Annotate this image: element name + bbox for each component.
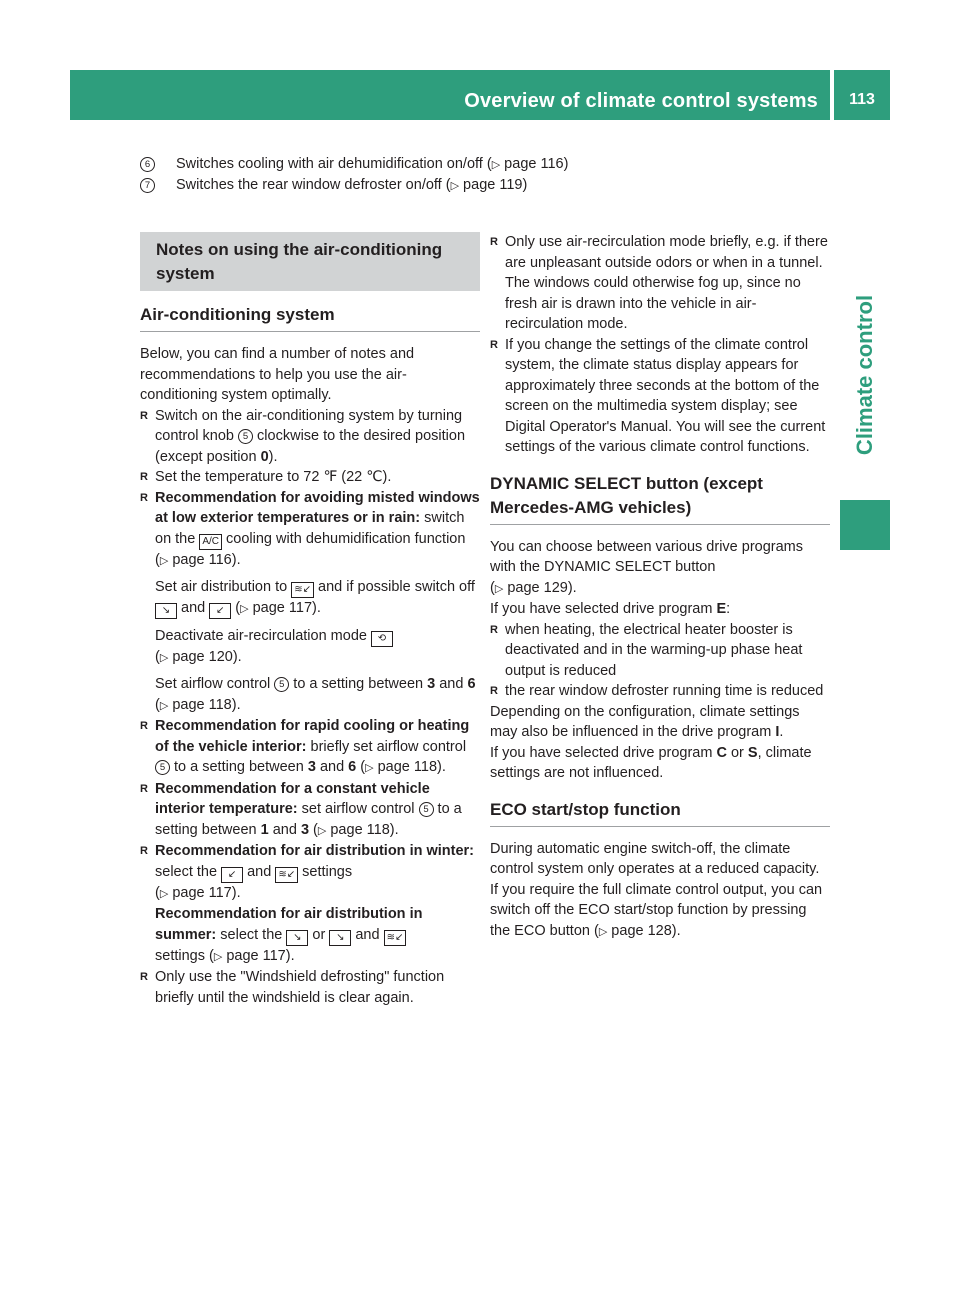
subsection-heading: Air-conditioning system <box>140 301 480 332</box>
notes-list <box>140 406 480 1009</box>
list-item: R Switch on the air-conditioning system by turning control knob 5 clockwise to the desired position (except position 0). <box>140 406 480 468</box>
callout-marker: 7 <box>140 178 155 193</box>
callout-marker: 5 <box>155 760 170 775</box>
list-item: R when heating, the electrical heater booster is deactivated and in the warming-up phase heat output is reduced <box>490 620 830 682</box>
page-ref-icon: ▷ <box>598 925 608 938</box>
subsection-heading: DYNAMIC SELECT button (except Mercedes-AMG vehicles) <box>490 470 830 525</box>
side-tab-marker <box>840 500 890 550</box>
footwell-icon: ↙ <box>209 603 231 619</box>
page-ref-icon: ▷ <box>491 159 501 171</box>
left-column <box>140 232 480 1008</box>
page-title: Overview of climate control systems <box>464 90 818 112</box>
page-ref-icon: ▷ <box>159 699 169 712</box>
center-vent-icon: ↘ <box>155 603 177 619</box>
list-item: R If you change the settings of the climate control system, the climate status display appears for approximately three seconds at the bottom of the screen on the multimedia system display; see Digital Operator's Manual. You will see the current settings of the various climate control functions. <box>490 335 830 458</box>
list-item: 7 Switches the rear window defroster on/off (▷ page 119) <box>140 175 840 196</box>
callout-marker: 5 <box>238 429 253 444</box>
page-ref-icon: ▷ <box>159 554 169 567</box>
notes-list <box>490 232 830 458</box>
page-ref-icon: ▷ <box>159 887 169 900</box>
drive-program-list <box>490 620 830 702</box>
list-item: 6 Switches cooling with air dehumidification on/off (▷ page 116) <box>140 154 840 175</box>
list-item: R Only use air-recirculation mode briefly, e.g. if there are unpleasant outside odors or when in a tunnel. The windows could otherwise fog up, since no fresh air is drawn into the vehicle in air-recirculation mode. <box>490 232 830 335</box>
header-bar <box>70 70 830 120</box>
side-tab <box>840 260 890 490</box>
list-item: R Recommendation for avoiding misted windows at low exterior temperatures or in rain: switch on the A/C cooling with dehumidification function (▷ page 116). Set air distribution to ≋↙ and if possible switch off ↘ and ↙ (▷ page 117). Deactivate air-recirculation mode ⟲ (▷ page 120). Set airflow control 5 to a setting between 3 and 6 (▷ page 118). <box>140 488 480 717</box>
page-ref-icon: ▷ <box>213 950 223 963</box>
page-ref-icon: ▷ <box>159 651 169 664</box>
page-ref-icon: ▷ <box>494 582 504 595</box>
paragraph: If you have selected drive program E: <box>490 601 731 617</box>
list-item: R Recommendation for rapid cooling or heating of the vehicle interior: briefly set airflow control 5 to a setting between 3 and 6 (▷ page 118). <box>140 716 480 779</box>
page-number: 113 <box>849 91 875 108</box>
page-ref-icon: ▷ <box>450 180 460 192</box>
paragraph: You can choose between various drive programs with the DYNAMIC SELECT button (▷ page 129). <box>490 538 804 596</box>
callout-marker: 5 <box>419 802 434 817</box>
top-list <box>140 154 840 196</box>
air-recirculation-icon: ⟲ <box>371 631 393 647</box>
intro-paragraph: Below, you can find a number of notes and recommendations to help you use the air-conditioning system optimally. <box>140 346 415 403</box>
side-tab-label: Climate control <box>852 294 877 456</box>
list-item: R Set the temperature to 72 ℉ (22 ℃). <box>140 467 480 488</box>
page-ref-icon: ▷ <box>240 603 249 615</box>
callout-marker: 6 <box>140 157 155 172</box>
windshield-airflow-icon: ≋↙ <box>384 930 407 946</box>
paragraph: If you have selected drive program C or S, climate settings are not influenced. <box>490 744 812 781</box>
list-item: R Recommendation for a constant vehicle interior temperature: set airflow control 5 to a setting between 1 and 3 (▷ page 118). <box>140 779 480 842</box>
callout-marker: 5 <box>274 677 289 692</box>
list-item: R Only use the "Windshield defrosting" function briefly until the windshield is clear again. <box>140 967 480 1008</box>
page-ref-icon: ▷ <box>365 762 374 774</box>
paragraph: Depending on the configuration, climate settings may also be influenced in the drive program I. <box>490 703 800 740</box>
subsection-heading: ECO start/stop function <box>490 796 830 827</box>
section-title: Notes on using the air-conditioning system <box>140 232 480 291</box>
list-item: R the rear window defroster running time is reduced <box>490 681 830 702</box>
page-ref-icon: ▷ <box>317 824 327 837</box>
right-column <box>490 232 830 942</box>
center-vent-icon: ↘ <box>329 930 351 946</box>
ac-icon: A/C <box>199 534 222 550</box>
paragraph: During automatic engine switch-off, the climate control system only operates at a reduced capacity. If you require the full climate control output, you can switch off the ECO start/stop function by pressing the ECO button (▷ page 128). <box>490 840 823 939</box>
windshield-airflow-icon: ≋↙ <box>291 582 314 598</box>
center-vent-icon: ↘ <box>286 930 308 946</box>
list-item: R Recommendation for air distribution in winter: select the ↙ and ≋↙ settings (▷ page 117). Recommendation for air distribution in summer: select the ↘ or ↘ and ≋↙ settings (▷ page 117). <box>140 841 480 967</box>
windshield-airflow-icon: ≋↙ <box>275 867 298 883</box>
page-number-box <box>834 70 890 120</box>
footwell-icon: ↙ <box>221 867 243 883</box>
